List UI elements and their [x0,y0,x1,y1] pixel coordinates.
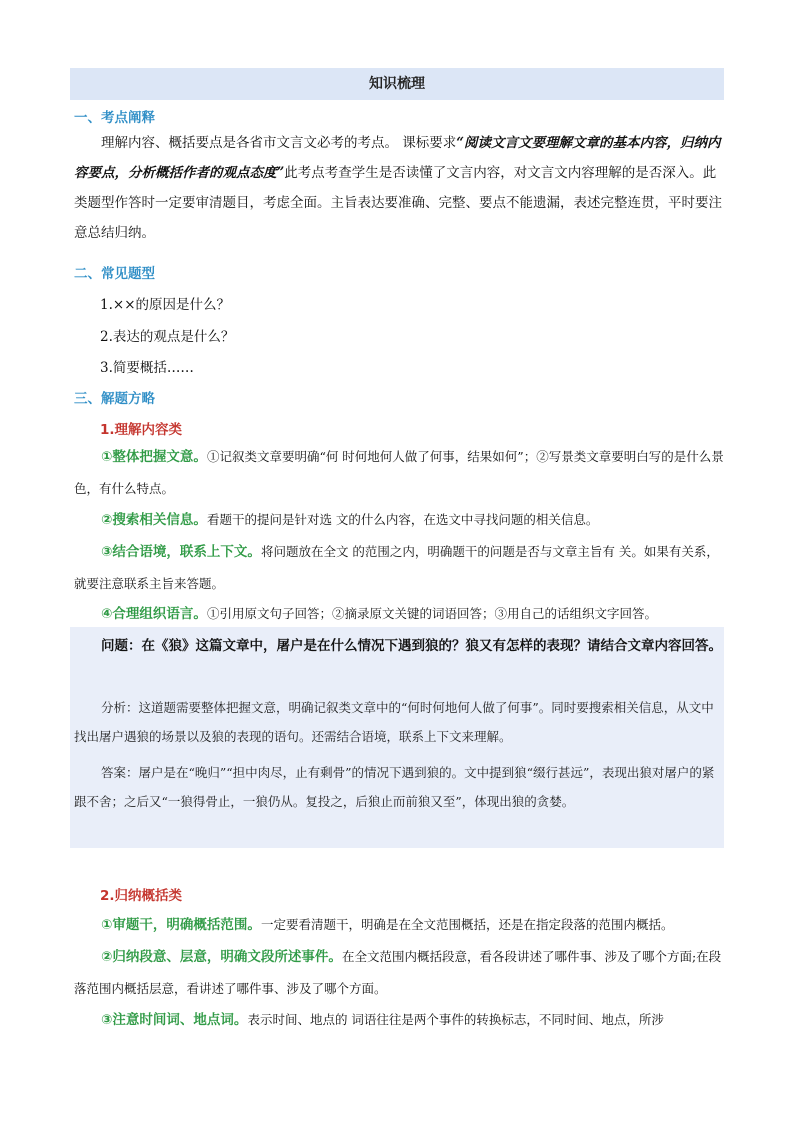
curriculum-quote: “阅读文言文要理解文章的基本内容，归纳内容要点，分析概括作者的观点态度” [74,135,721,181]
example-answer: 答案：屠户是在“晚归”“担中肉尽，止有剩骨”的情况下遇到狼的。文中提到狼“缀行甚远”，表现出狼对屠户的紧跟不舍；之后又“一狼得骨止，一狼仍从。复投之，后狼止而前狼又至”，体现出狼的贪婪。 [74,765,715,809]
page-title: 知识梳理 [70,68,724,100]
point-text: ①记叙类文章要明确“何 时何地何人做了何事，结果如何”；②写景类文章要明白写的是什么景色，有什么特点。 [74,449,724,496]
point-text: 表示时间、地点的 词语往往是两个事件的转换标志，不同时间、地点，所涉 [247,1012,664,1027]
point-label: ②搜索相关信息。 [101,512,207,528]
method-point [74,504,724,536]
section-1-paragraph [74,128,724,248]
method-point [74,1004,724,1036]
subheading-understand: 1.理解内容类 [100,422,183,438]
point-label: ③注意时间词、地点词。 [101,1012,248,1028]
point-text: 将问题放在全文 的范围之内，明确题干的问题是否与文章主旨有 关。如果有关系，就要注意联系主旨来答题。 [74,544,719,591]
example-analysis: 分析：这道题需要整体把握文意，明确记叙类文章中的“何时何地何人做了何事”。同时要搜索相关信息，从文中找出屠户遇狼的场景以及狼的表现的语句。还需结合语境，联系上下文来理解。 [74,700,714,744]
list-item: 2.表达的观点是什么？ [100,329,235,345]
section-heading-2: 二、常见题型 [74,266,155,282]
section-heading-1: 一、考点阐释 [74,110,155,126]
method-point [74,909,724,941]
point-label: ③结合语境，联系上下文。 [101,544,261,560]
point-text: 看题干的提问是针对选 文的什么内容，在选文中寻找问题的相关信息。 [206,512,599,527]
section-heading-3: 三、解题方略 [74,391,155,407]
point-text: ①引用原文句子回答；②摘录原文关键的词语回答；③用自己的话组织文字回答。 [206,606,657,621]
list-item: 3.简要概括…… [100,360,194,376]
method-point [74,941,724,1004]
list-item: 1.××的原因是什么？ [100,297,231,313]
point-label: ②归纳段意、层意，明确文段所述事件。 [101,949,342,965]
example-question: 问题：在《狼》这篇文章中，屠户是在什么情况下遇到狼的？狼又有怎样的表现？请结合文章内容回答。 [101,638,722,654]
paragraph-text: 理解内容、概括要点是各省市文言文必考的考点。 课标要求 [101,135,457,151]
point-label: ④合理组织语言。 [101,606,207,622]
point-text: 在全文范围内概括段意，看各段讲述了哪件事、涉及了哪个方面;在段落范围内概括层意，看讲述了哪件事、涉及了哪个方面。 [74,949,722,996]
method-point [74,598,724,630]
point-label: ①审题干，明确概括范围。 [101,917,261,933]
point-text: 一定要看清题干，明确是在全文范围概括，还是在指定段落的范围内概括。 [260,917,674,932]
point-label: ①整体把握文意。 [101,449,207,465]
method-point [74,536,724,599]
method-point [74,441,724,504]
paragraph-text: 此考点考查学生是否读懂了文言内容，对文言文内容理解的是否深入。此类题型作答时一定要审清题目，考虑全面。主旨表达要准确、完整、要点不能遗漏，表述完整连贯，平时要注意总结归纳。 [74,165,722,241]
subheading-summarize: 2.归纳概括类 [100,888,183,904]
